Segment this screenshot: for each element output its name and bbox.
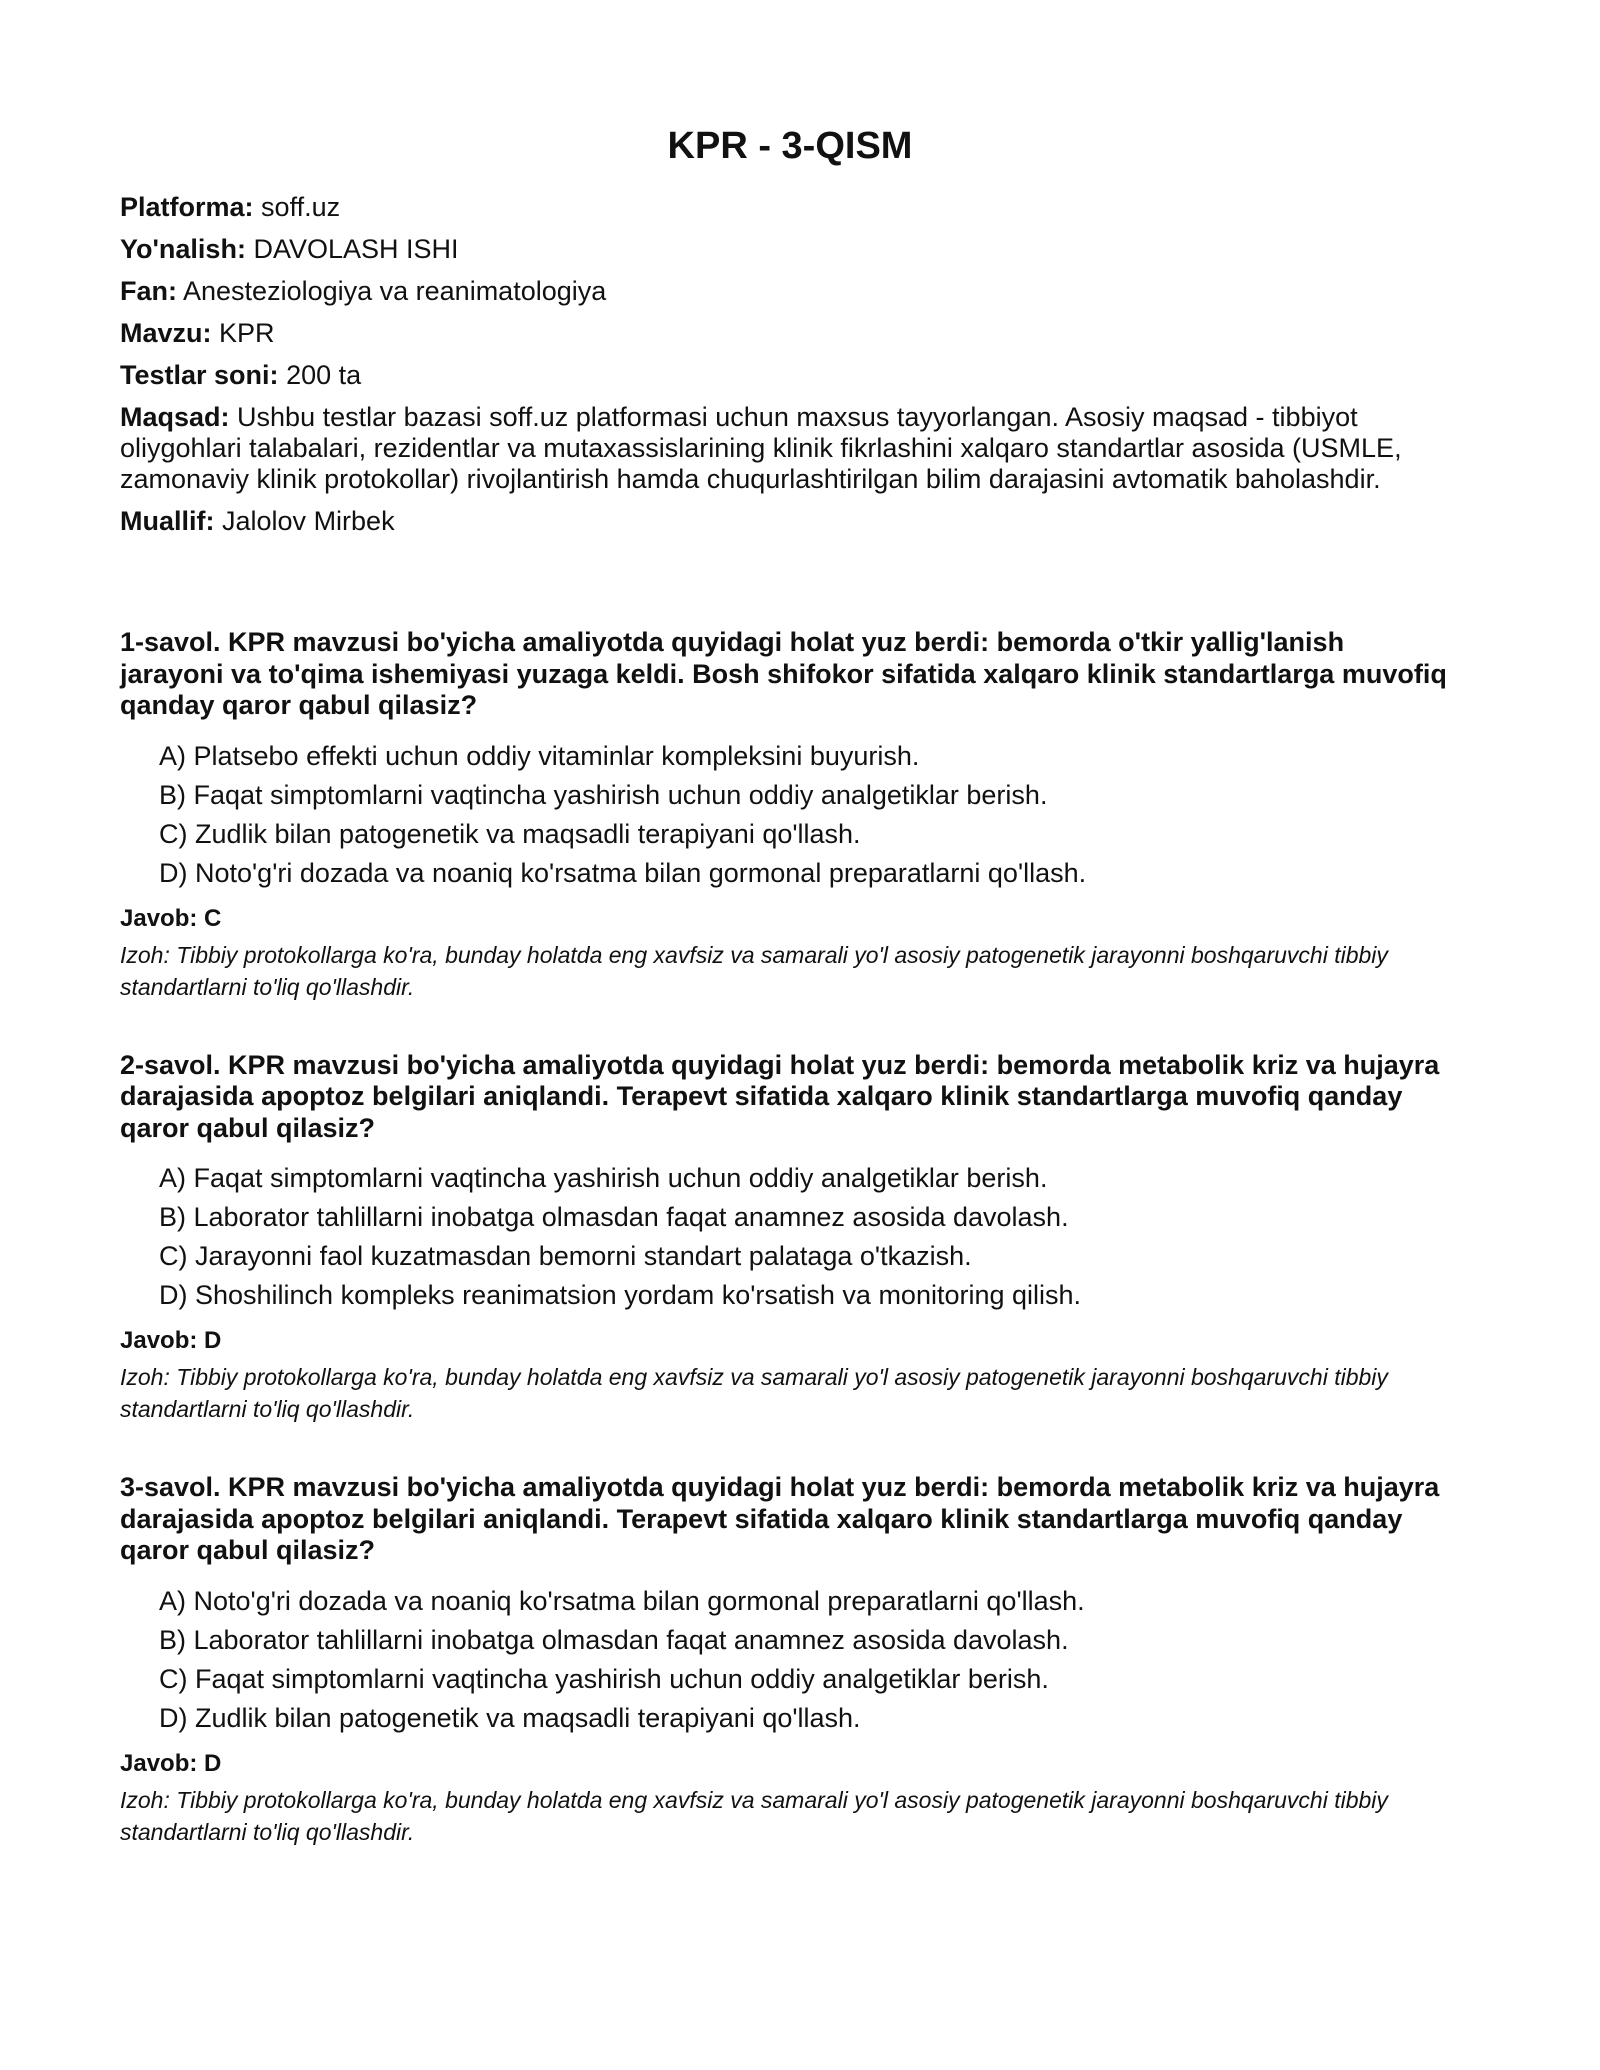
meta-author: [120, 506, 1450, 537]
question-1: [120, 627, 1450, 1003]
option-b: B) Laborator tahlillarni inobatga olmasdan faqat anamnez asosida davolash.: [159, 1624, 1069, 1655]
question-3: [120, 1472, 1450, 1848]
meta-value: KPR: [219, 318, 275, 348]
option-a: A) Faqat simptomlarni vaqtincha yashirish uchun oddiy analgetiklar berish.: [159, 1163, 1048, 1193]
option-b: B) Laborator tahlillarni inobatga olmasdan faqat anamnez asosida davolash.: [159, 1202, 1069, 1232]
questions-list: [120, 627, 1450, 1848]
answer-explanation: Izoh: Tibbiy protokollarga ko'ra, bunday holatda eng xavfsiz va samarali yo'l asosiy patogenetik jarayonni boshqaruvchi tibbiy standartlarni to'liq qo'llashdir.: [120, 941, 1388, 1000]
meta-value: 200 ta: [286, 360, 362, 390]
metadata-list: [120, 192, 1450, 537]
option-b: B) Faqat simptomlarni vaqtincha yashirish uchun oddiy analgetiklar berish.: [159, 779, 1048, 810]
correct-answer: Javob: D: [120, 1327, 222, 1354]
option-c: C) Jarayonni faol kuzatmasdan bemorni standart palataga o'tkazish.: [159, 1241, 972, 1271]
meta-purpose: [120, 402, 1450, 495]
question-text: 3-savol. KPR mavzusi bo'yicha amaliyotda quyidagi holat yuz berdi: bemorda metabolik kriz va hujayra darajasida apoptoz belgilari aniqlandi. Terapevt sifatida xalqaro klinik standartlarga muvofiq qanday qaror qabul qilasiz?: [120, 1472, 1440, 1565]
correct-answer: Javob: D: [120, 1749, 222, 1777]
meta-label: Muallif:: [120, 506, 215, 536]
meta-value: soff.uz: [261, 192, 341, 222]
option-a: A) Platsebo effekti uchun oddiy vitaminlar kompleksini buyurish.: [159, 740, 920, 771]
meta-value: Anesteziologiya va reanimatologiya: [183, 276, 607, 306]
meta-platform: [120, 192, 1450, 223]
option-c: C) Faqat simptomlarni vaqtincha yashirish uchun oddiy analgetiklar berish.: [159, 1663, 1049, 1694]
meta-topic: [120, 318, 1450, 349]
document-page: [120, 122, 1450, 1895]
question-2: [120, 1050, 1450, 1426]
answer-options: [120, 1582, 1450, 1738]
meta-label: Maqsad:: [120, 402, 230, 432]
answer-explanation: Izoh: Tibbiy protokollarga ko'ra, bunday holatda eng xavfsiz va samarali yo'l asosiy patogenetik jarayonni boshqaruvchi tibbiy standartlarni to'liq qo'llashdir.: [120, 1364, 1388, 1422]
meta-value: Ushbu testlar bazasi soff.uz platformasi uchun maxsus tayyorlangan. Asosiy maqsad - tibbiyot oliygohlari talabalari, rezidentlar va mutaxassislarining klinik fikrlashini xalqaro standartlar asosida (USMLE, zamonaviy klinik protokollar) rivojlantirish hamda chuqurlashtirilgan bilim darajasini avtomatik baholashdir.: [120, 402, 1402, 494]
answer-explanation: Izoh: Tibbiy protokollarga ko'ra, bunday holatda eng xavfsiz va samarali yo'l asosiy patogenetik jarayonni boshqaruvchi tibbiy standartlarni to'liq qo'llashdir.: [120, 1786, 1388, 1845]
meta-label: Fan:: [120, 276, 177, 306]
question-text: 2-savol. KPR mavzusi bo'yicha amaliyotda quyidagi holat yuz berdi: bemorda metabolik kriz va hujayra darajasida apoptoz belgilari aniqlandi. Terapevt sifatida xalqaro klinik standartlarga muvofiq qanday qaror qabul qilasiz?: [120, 1049, 1440, 1143]
meta-test-count: [120, 360, 1450, 391]
meta-label: Testlar soni:: [120, 360, 279, 390]
meta-label: Platforma:: [120, 192, 254, 222]
meta-label: Mavzu:: [120, 318, 212, 348]
document-title: KPR - 3-QISM: [667, 125, 913, 167]
meta-subject: [120, 276, 1450, 307]
option-a: A) Noto'g'ri dozada va noaniq ko'rsatma bilan gormonal preparatlarni qo'llash.: [159, 1585, 1085, 1616]
option-d: D) Shoshilinch kompleks reanimatsion yordam ko'rsatish va monitoring qilish.: [159, 1280, 1082, 1310]
option-d: D) Noto'g'ri dozada va noaniq ko'rsatma bilan gormonal preparatlarni qo'llash.: [159, 857, 1087, 888]
answer-options: [120, 1159, 1450, 1315]
meta-direction: [120, 234, 1450, 265]
answer-options: [120, 737, 1450, 893]
correct-answer: Javob: C: [120, 904, 222, 932]
meta-label: Yo'nalish:: [120, 234, 246, 264]
meta-value: Jalolov Mirbek: [222, 506, 395, 536]
question-text: 1-savol. KPR mavzusi bo'yicha amaliyotda quyidagi holat yuz berdi: bemorda o'tkir yallig'lanish jarayoni va to'qima ishemiyasi yuzaga keldi. Bosh shifokor sifatida xalqaro klinik standartlarga muvofiq qanday qaror qabul qilasiz?: [120, 627, 1447, 720]
option-c: C) Zudlik bilan patogenetik va maqsadli terapiyani qo'llash.: [159, 818, 861, 849]
option-d: D) Zudlik bilan patogenetik va maqsadli terapiyani qo'llash.: [159, 1702, 861, 1733]
meta-value: DAVOLASH ISHI: [253, 234, 459, 264]
